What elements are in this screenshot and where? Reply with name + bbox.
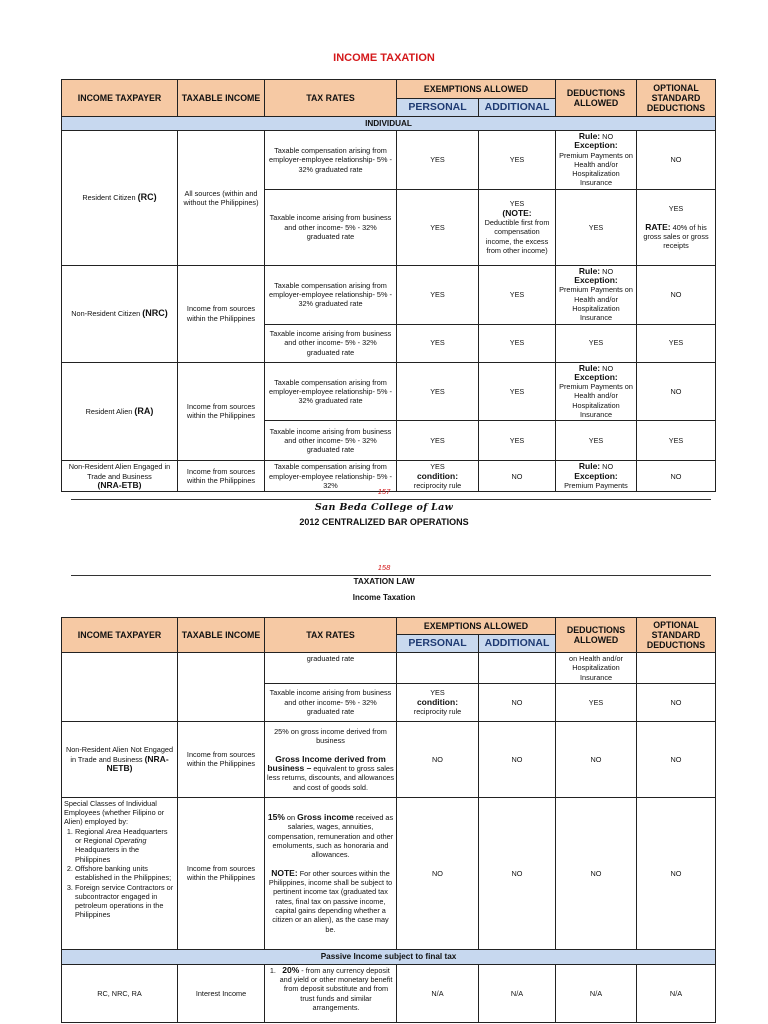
- income-tax-table-individual: [61, 79, 716, 492]
- personal-cell: NO: [397, 797, 479, 949]
- special-item-text: Regional: [75, 826, 106, 836]
- special-list: [64, 827, 175, 920]
- exception-label: Exception:: [574, 470, 618, 481]
- condition-label: condition:: [416, 696, 459, 707]
- header-additional: ADDITIONAL: [479, 635, 556, 653]
- deductions-cell: NO: [556, 721, 637, 797]
- special-item-text: Headquarters in the Philippines: [75, 845, 140, 864]
- personal-cell: N/A: [397, 964, 479, 1022]
- header-taxpayer: INCOME TAXPAYER: [62, 618, 178, 653]
- header-deductions: DEDUCTIONS ALLOWED: [556, 618, 637, 653]
- law-subtitle: Income Taxation: [352, 593, 416, 602]
- taxpayer-rc: [62, 131, 178, 266]
- taxable-income-cell: Income from sources within the Philippines: [178, 797, 265, 949]
- taxpayer-abbr: (RC): [137, 192, 157, 203]
- taxable-income-cell: All sources (within and without the Philippines): [178, 131, 265, 266]
- yes-label: YES: [430, 462, 445, 472]
- exception-text: Premium Payments: [564, 480, 628, 490]
- exception-text: Premium Payments on Health and/or Hospitalization Insurance: [559, 150, 633, 188]
- rate-line: 25% on gross income derived from business: [274, 726, 387, 746]
- tax-rate-cell: Taxable compensation arising from employer-employee relationship- 5% - 32%: [265, 461, 397, 492]
- header-osd: OPTIONAL STANDARD DEDUCTIONS: [637, 80, 716, 117]
- rate-label: RATE:: [645, 221, 671, 232]
- taxpayer-label: Resident Citizen: [82, 193, 138, 203]
- special-item-italic: Operating: [114, 836, 147, 846]
- note-text: For other sources within the Philippines, income shall be subject to pertinent income tax (graduated tax rates, final tax on passive income, capital gains depending whether a citizen or an alien), as the case may be.: [268, 868, 393, 934]
- exception-label: Exception:: [574, 371, 618, 382]
- additional-cell: NO: [479, 797, 556, 949]
- personal-cell: YES: [397, 421, 479, 461]
- rate-pct: 15%: [267, 811, 285, 822]
- note-label: (NOTE:: [502, 207, 532, 218]
- rate-list: [267, 966, 394, 1012]
- osd-cell: N/A: [637, 964, 716, 1022]
- header-additional: ADDITIONAL: [479, 99, 556, 117]
- exception-label: Exception:: [574, 140, 618, 151]
- income-tax-table-continued: [61, 617, 716, 1023]
- taxpayer-cell-empty: [62, 653, 178, 722]
- tax-rate-cell: Taxable compensation arising from employer-employee relationship- 5% - 32% graduated rate: [265, 131, 397, 190]
- additional-cell: YES: [479, 421, 556, 461]
- personal-cell: YES: [397, 362, 479, 421]
- additional-cell: NO: [479, 461, 556, 492]
- osd-cell: NO: [637, 265, 716, 324]
- page-title: INCOME TAXATION: [333, 52, 435, 64]
- rule-label: Rule:: [578, 362, 601, 373]
- taxpayer-abbr: (NRC): [142, 308, 168, 319]
- taxable-income-cell: Interest Income: [178, 964, 265, 1022]
- header-taxable-income: TAXABLE INCOME: [178, 80, 265, 117]
- header-exemptions: EXEMPTIONS ALLOWED: [397, 80, 556, 99]
- header-personal: PERSONAL: [397, 99, 479, 117]
- page-number: 157: [377, 487, 391, 496]
- deductions-cell: YES: [556, 189, 637, 265]
- header-taxpayer: INCOME TAXPAYER: [62, 80, 178, 117]
- taxable-income-cell: Income from sources within the Philippines: [178, 265, 265, 362]
- deductions-cell: YES: [556, 324, 637, 362]
- taxpayer-label: Non-Resident Citizen: [71, 309, 143, 319]
- rule-label: Rule:: [578, 461, 601, 472]
- additional-cell-empty: [479, 653, 556, 684]
- personal-cell: NO: [397, 721, 479, 797]
- rate-text: received as salaries, wages, annuities, compensation, remuneration and other emoluments, such as honoraria and allowances.: [267, 812, 394, 860]
- rule-label: Rule:: [578, 131, 601, 141]
- exception-label: Exception:: [574, 275, 618, 286]
- header-exemptions: EXEMPTIONS ALLOWED: [397, 618, 556, 635]
- personal-cell: YES: [397, 131, 479, 190]
- osd-cell: NO: [637, 461, 716, 492]
- deductions-cell: N/A: [556, 964, 637, 1022]
- taxpayer-special-classes: [62, 797, 178, 949]
- taxpayer-label: Non-Resident Alien Not Engaged in Trade and Business: [65, 745, 174, 764]
- personal-cell: [397, 683, 479, 721]
- header-taxable-income: TAXABLE INCOME: [178, 618, 265, 653]
- additional-cell: YES: [479, 131, 556, 190]
- section-passive-income: Passive Income subject to final tax: [62, 949, 716, 964]
- rule-value: NO: [600, 132, 614, 141]
- rule-value: NO: [600, 266, 614, 276]
- rate-gross-income: Gross income: [297, 811, 354, 822]
- note-text: Deductible first from compensation income, the excess from other income): [484, 217, 550, 255]
- special-item-text: Headquarters or Regional: [75, 826, 168, 846]
- additional-cell: NO: [479, 683, 556, 721]
- taxpayer-abbr: (RA): [134, 405, 154, 416]
- special-item: 3. Foreign service Contractors or subcontractor engaged in petroleum operations in the Philippines: [75, 883, 175, 920]
- osd-cell: YES: [637, 324, 716, 362]
- personal-cell: YES: [397, 324, 479, 362]
- additional-cell: YES: [479, 324, 556, 362]
- condition-text: reciprocity rule: [413, 707, 462, 717]
- tax-rate-cell: Taxable income arising from business and other income- 5% - 32% graduated rate: [265, 421, 397, 461]
- special-item: [75, 827, 175, 864]
- deductions-cell: YES: [556, 683, 637, 721]
- taxpayer-label: Resident Alien: [85, 406, 135, 416]
- college-name: San Beda College of Law: [314, 502, 454, 513]
- taxpayer-nrc: [62, 265, 178, 362]
- header-personal: PERSONAL: [397, 635, 479, 653]
- tax-rate-cell: Taxable income arising from business and other income- 5% - 32% graduated rate: [265, 189, 397, 265]
- personal-cell-empty: [397, 653, 479, 684]
- tax-rate-cell: [265, 721, 397, 797]
- divider: [71, 575, 711, 576]
- tax-rate-cell: Taxable income arising from business and other income- 5% - 32% graduated rate: [265, 683, 397, 721]
- yes-label: YES: [430, 688, 445, 698]
- taxpayer-cell: RC, NRC, RA: [62, 964, 178, 1022]
- osd-cell: NO: [637, 721, 716, 797]
- rate-text: 40% of his gross sales or gross receipts: [643, 222, 709, 251]
- law-title: TAXATION LAW: [353, 577, 415, 586]
- header-deductions: DEDUCTIONS ALLOWED: [556, 80, 637, 117]
- taxable-income-cell: Income from sources within the Philippines: [178, 721, 265, 797]
- taxpayer-abbr: (NRA-ETB): [97, 479, 142, 490]
- osd-cell: NO: [637, 131, 716, 190]
- special-item-italic: Area: [105, 826, 122, 836]
- exception-text: Premium Payments on Health and/or Hospitalization Insurance: [559, 285, 633, 323]
- tax-rate-cell: [265, 797, 397, 949]
- yes-label: YES: [668, 204, 684, 214]
- deductions-cell: [556, 131, 637, 190]
- deductions-cell: [556, 362, 637, 421]
- header-tax-rates: TAX RATES: [265, 80, 397, 117]
- tax-rate-cell: [265, 964, 397, 1022]
- section-individual: INDIVIDUAL: [62, 117, 716, 131]
- divider: [71, 499, 711, 500]
- rate-item: [278, 966, 394, 1012]
- deductions-cell: on Health and/or Hospitalization Insurance: [556, 653, 637, 684]
- bar-operations-title: 2012 CENTRALIZED BAR OPERATIONS: [299, 517, 469, 527]
- deductions-cell: YES: [556, 421, 637, 461]
- osd-cell: NO: [637, 362, 716, 421]
- personal-cell: YES: [397, 265, 479, 324]
- exception-text: Premium Payments on Health and/or Hospitalization Insurance: [559, 382, 633, 420]
- deductions-cell: [556, 265, 637, 324]
- special-item: 2. Offshore banking units established in the Philippines;: [75, 864, 175, 883]
- rate-text: - from any currency deposit and yield or other monetary benefit from deposit substitute and from trust funds and similar arrangements.: [279, 965, 393, 1013]
- yes-label: YES: [509, 199, 525, 209]
- taxpayer-nra-netb: [62, 721, 178, 797]
- tax-rate-cell: Taxable income arising from business and other income- 5% - 32% graduated rate: [265, 324, 397, 362]
- condition-label: condition:: [416, 470, 459, 481]
- tax-rate-cell: Taxable compensation arising from employer-employee relationship- 5% - 32% graduated rate: [265, 265, 397, 324]
- taxable-income-cell: Income from sources within the Philippines: [178, 461, 265, 492]
- additional-cell: [479, 189, 556, 265]
- taxable-income-cell-empty: [178, 653, 265, 722]
- condition-text: reciprocity rule: [413, 480, 462, 490]
- header-tax-rates: TAX RATES: [265, 618, 397, 653]
- taxable-income-cell: Income from sources within the Philippines: [178, 362, 265, 461]
- taxpayer-ra: [62, 362, 178, 461]
- page-number: 158: [377, 563, 391, 572]
- osd-cell: NO: [637, 797, 716, 949]
- rate-on: on: [284, 812, 298, 822]
- osd-cell-empty: [637, 653, 716, 684]
- osd-cell: NO: [637, 683, 716, 721]
- note-label: NOTE:: [271, 867, 298, 878]
- rate-pct: 20%: [282, 964, 300, 975]
- deductions-cell: NO: [556, 797, 637, 949]
- taxpayer-abbr: (NRA-NETB): [106, 753, 169, 774]
- rate-bold: Gross Income derived from business –: [267, 753, 386, 774]
- personal-cell: YES: [397, 189, 479, 265]
- tax-rate-cell: Taxable compensation arising from employer-employee relationship- 5% - 32% graduated rate: [265, 362, 397, 421]
- additional-cell: N/A: [479, 964, 556, 1022]
- header-osd: OPTIONAL STANDARD DEDUCTIONS: [637, 618, 716, 653]
- additional-cell: YES: [479, 265, 556, 324]
- rule-value: NO: [600, 462, 614, 472]
- rate-text: equivalent to gross sales less returns, discounts, and allowances and cost of goods sold.: [267, 764, 394, 792]
- tax-rate-cell: graduated rate: [265, 653, 397, 684]
- osd-cell: YES: [637, 421, 716, 461]
- rule-value: NO: [600, 363, 614, 373]
- additional-cell: NO: [479, 721, 556, 797]
- osd-cell: [637, 189, 716, 265]
- additional-cell: YES: [479, 362, 556, 421]
- rule-label: Rule:: [578, 265, 601, 276]
- taxpayer-label: Non-Resident Alien Engaged in Trade and Business: [68, 462, 171, 481]
- special-intro: Special Classes of Individual Employees (whether Filipino or Alien) employed by:: [64, 798, 165, 827]
